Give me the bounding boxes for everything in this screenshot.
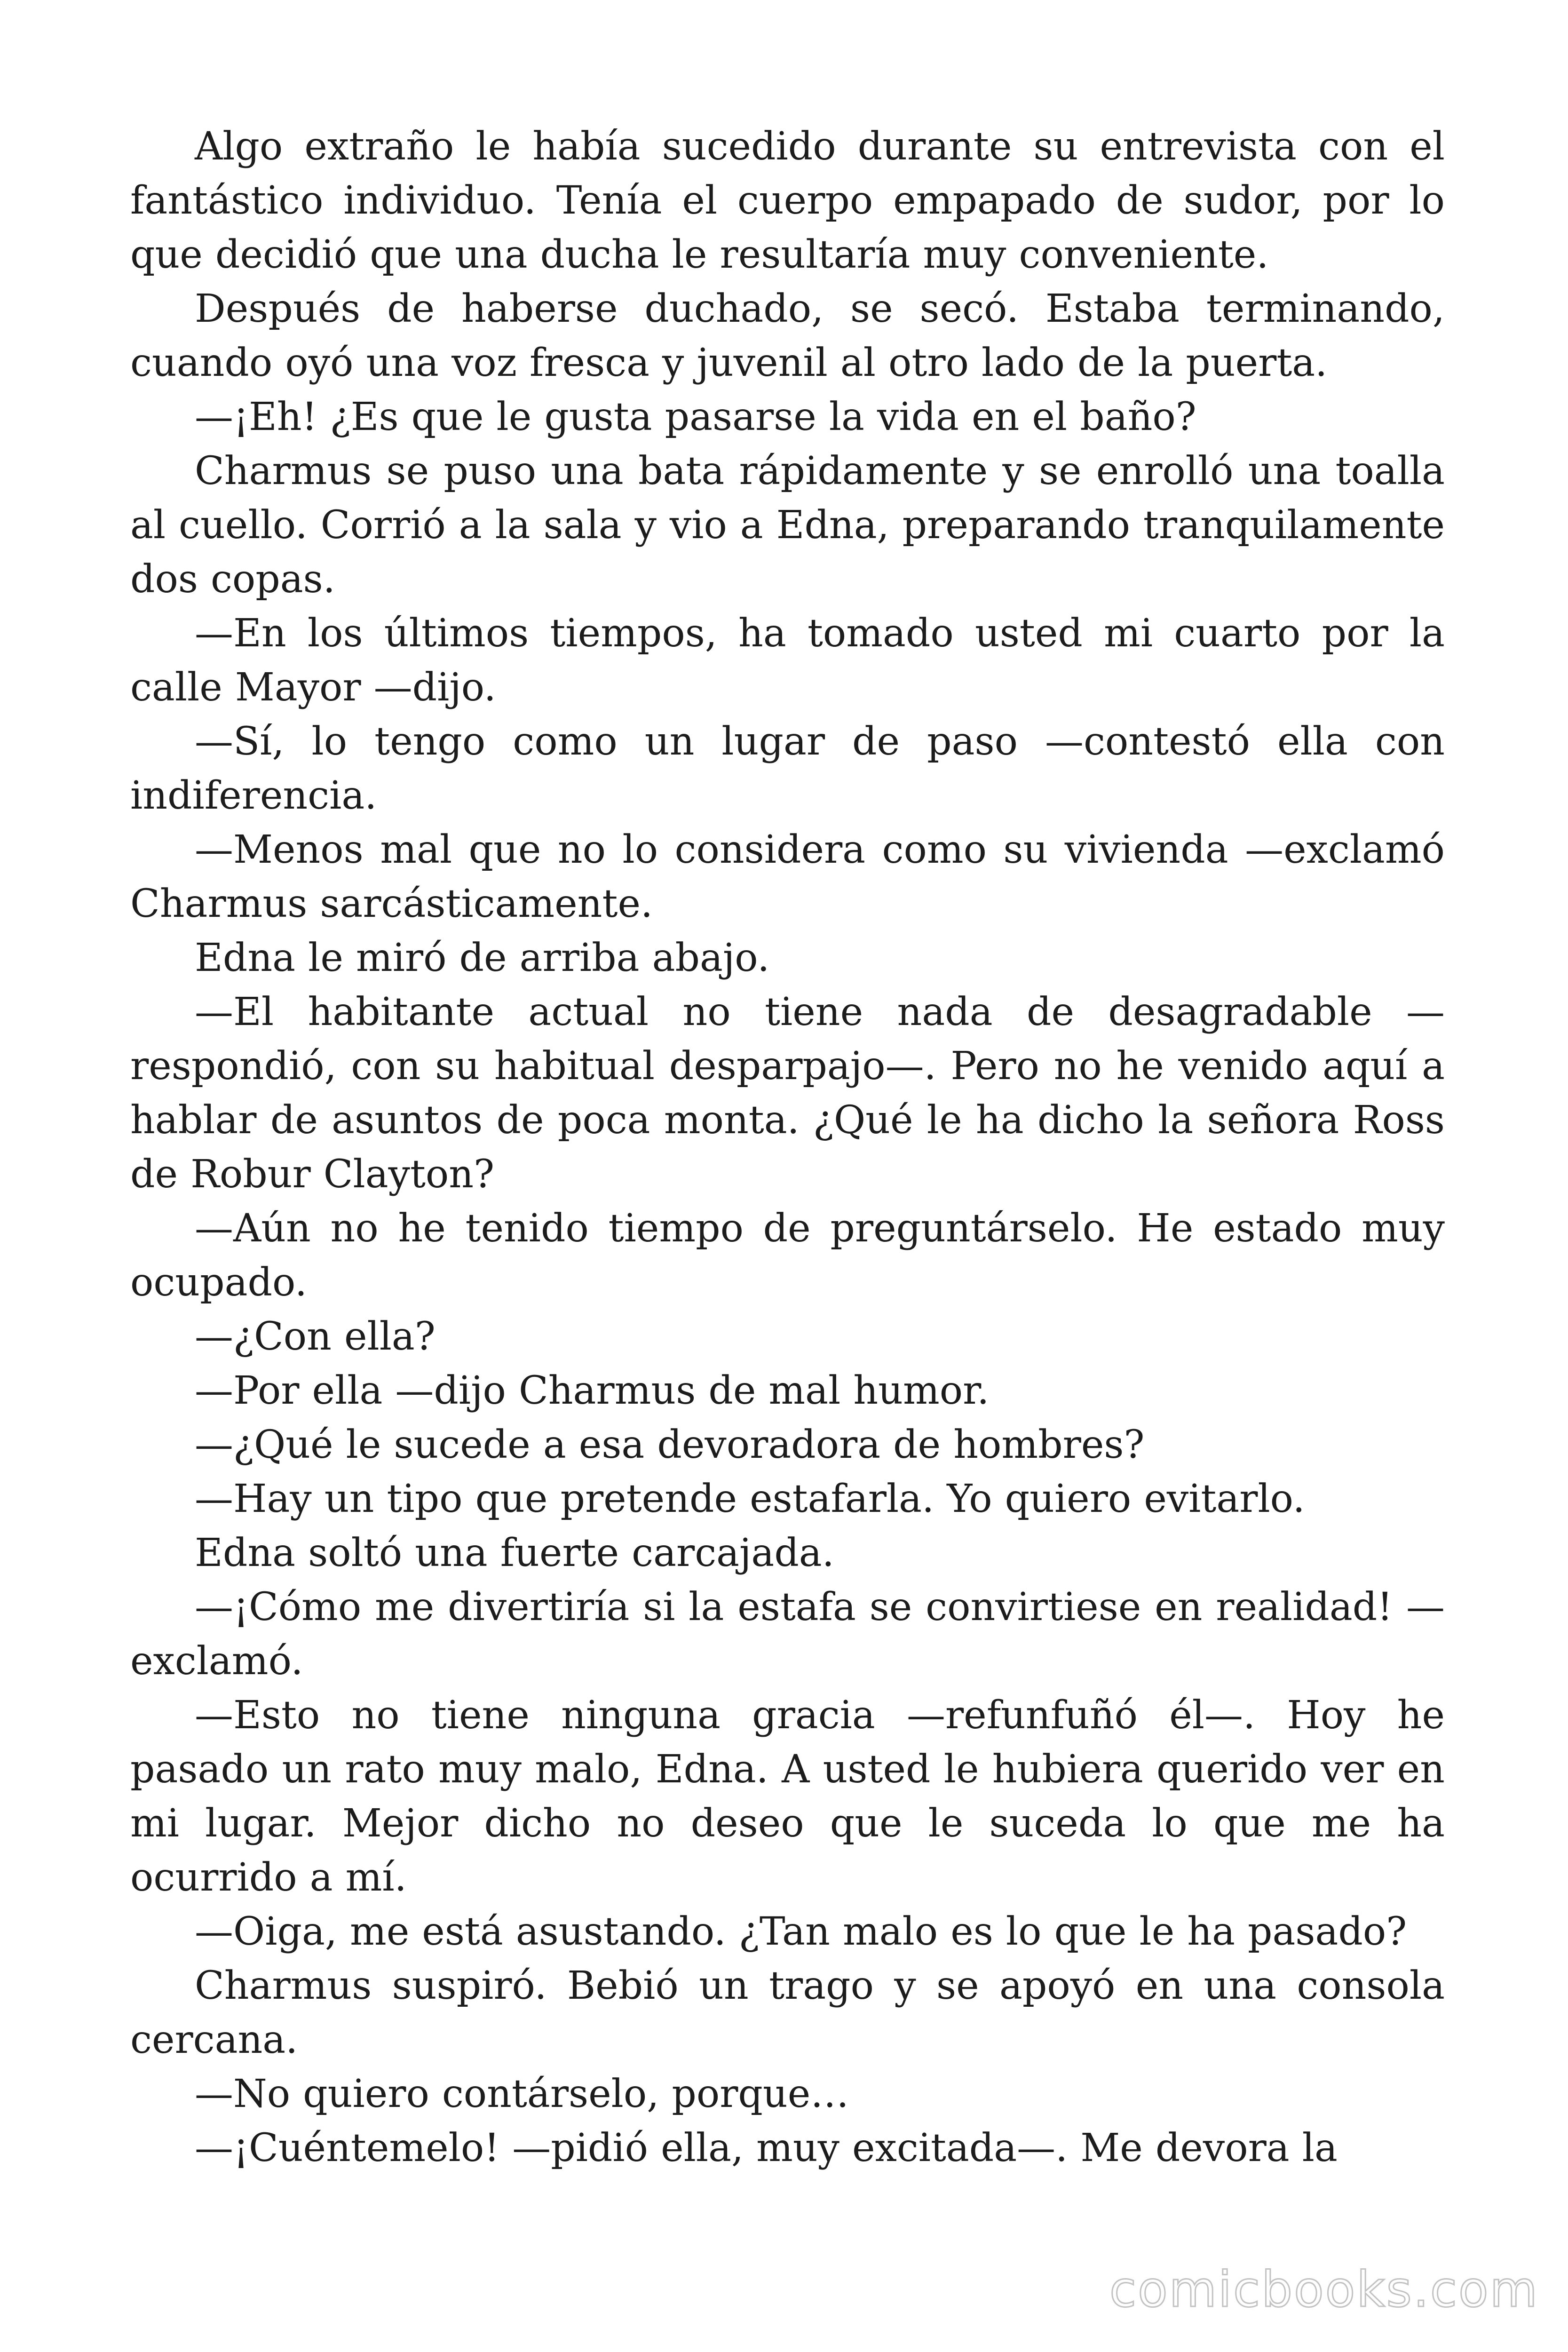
- paragraph: Edna le miró de arriba abajo.: [195, 936, 770, 980]
- paragraph: —Hay un tipo que pretende estafarla. Yo quiero evitarlo.: [195, 1477, 1305, 1521]
- paragraph: —Sí, lo tengo como un lugar de paso —contestó ella con indiferencia.: [130, 719, 1445, 818]
- paragraph: Después de haberse duchado, se secó. Estaba terminando, cuando oyó una voz fresca y juvenil al otro lado de la puerta.: [130, 286, 1445, 385]
- paragraph: —¡Eh! ¿Es que le gusta pasarse la vida en el baño?: [195, 395, 1196, 439]
- paragraph: Charmus suspiró. Bebió un trago y se apoyó en una consola cercana.: [130, 1963, 1445, 2062]
- watermark: comicbooks.com: [1109, 2261, 1539, 2318]
- paragraph: —¡Cuéntemelo! —pidió ella, muy excitada—. Me devora la: [195, 2126, 1338, 2170]
- paragraph: —Por ella —dijo Charmus de mal humor.: [195, 1368, 990, 1413]
- paragraph: —Oiga, me está asustando. ¿Tan malo es lo que le ha pasado?: [195, 1909, 1407, 1954]
- paragraph: Charmus se puso una bata rápidamente y se enrolló una toalla al cuello. Corrió a la sala y vio a Edna, preparando tranquilamente dos copas.: [130, 449, 1445, 602]
- paragraph: Edna soltó una fuerte carcajada.: [195, 1531, 834, 1575]
- paragraph: —Menos mal que no lo considera como su vivienda —exclamó Charmus sarcásticamente.: [130, 827, 1445, 926]
- paragraph: —¡Cómo me divertiría si la estafa se convirtiese en realidad! — exclamó.: [130, 1585, 1445, 1684]
- paragraph: —Aún no he tenido tiempo de preguntárselo. He estado muy ocupado.: [130, 1206, 1445, 1305]
- paragraph: —¿Con ella?: [195, 1314, 436, 1359]
- paragraph: —En los últimos tiempos, ha tomado usted mi cuarto por la calle Mayor —dijo.: [130, 611, 1445, 710]
- paragraph: —No quiero contárselo, porque…: [195, 2072, 849, 2116]
- book-page-text: [130, 119, 1445, 2175]
- paragraph: Algo extraño le había sucedido durante su entrevista con el fantástico individuo. Tenía el cuerpo empapado de sudor, por lo que decidió que una ducha le resultaría muy conveniente.: [130, 124, 1445, 277]
- paragraph: —Esto no tiene ninguna gracia —refunfuñó él—. Hoy he pasado un rato muy malo, Edna. A usted le hubiera querido ver en mi lugar. Mejor dicho no deseo que le suceda lo que me ha ocurrido a mí.: [130, 1693, 1445, 1900]
- paragraph: —¿Qué le sucede a esa devoradora de hombres?: [195, 1422, 1145, 1467]
- paragraph: —El habitante actual no tiene nada de desagradable — respondió, con su habitual desparpajo—. Pero no he venido aquí a hablar de asuntos de poca monta. ¿Qué le ha dicho la señora Ross de Robur Clayton?: [130, 990, 1445, 1197]
